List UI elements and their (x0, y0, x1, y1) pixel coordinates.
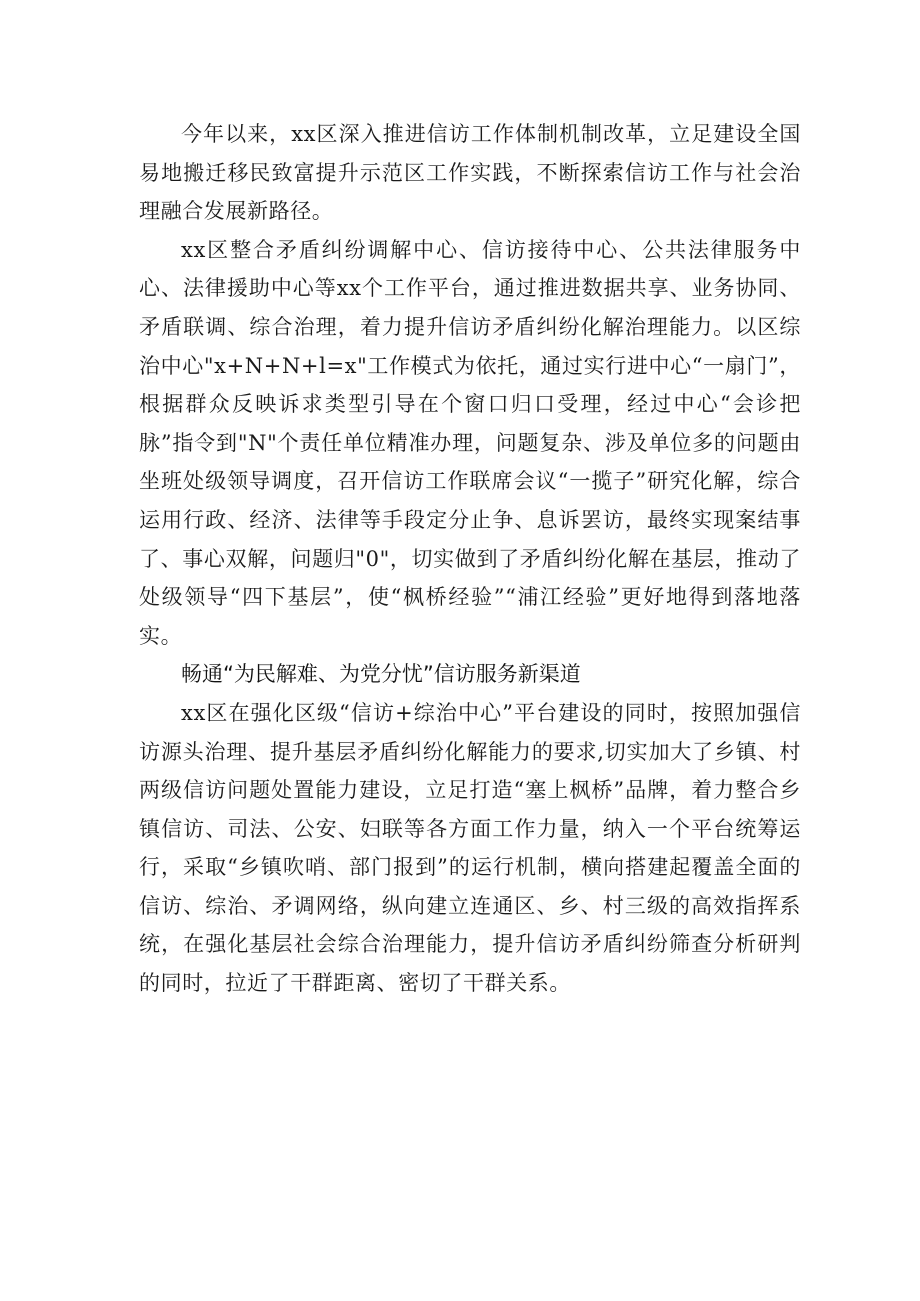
document-body (139, 115, 801, 1003)
service-channel-paragraph: xx区在强化区级“信访+综治中心”平台建设的同时，按照加强信访源头治理、提升基层矛盾纠纷化解能力的要求,切实加大了乡镇、村两级信访问题处置能力建设，立足打造“塞上枫桥”品牌，着力整合乡镇信访、司法、公安、妇联等各方面工作力量，纳入一个平台统筹运行，采取“乡镇吹哨、部门报到”的运行机制，横向搭建起覆盖全面的信访、综治、矛调网络，纵向建立连通区、乡、村三级的高效指挥系统，在强化基层社会综合治理能力，提升信访矛盾纠纷筛查分析研判的同时，拉近了干群距离、密切了干群关系。 (139, 700, 801, 996)
intro-paragraph: 今年以来，xx区深入推进信访工作体制机制改革，立足建设全国易地搬迁移民致富提升示范区工作实践，不断探索信访工作与社会治理融合发展新路径。 (139, 122, 801, 224)
section-heading: 畅通“为民解难、为党分忧”信访服务新渠道 (181, 662, 581, 687)
integration-paragraph: xx区整合矛盾纠纷调解中心、信访接待中心、公共法律服务中心、法律援助中心等xx个工作平台，通过推进数据共享、业务协同、矛盾联调、综合治理，着力提升信访矛盾纠纷化解治理能力。以区综治中心"x+N+N+l=x"工作模式为依托，通过实行进中心“一扇门”，根据群众反映诉求类型引导在个窗口归口受理，经过中心“会诊把脉”指令到"N"个责任单位精准办理，问题复杂、涉及单位多的问题由坐班处级领导调度，召开信访工作联席会议“一揽子”研究化解，综合运用行政、经济、法律等手段定分止争、息诉罢访，最终实现案结事了、事心双解，问题归"0"，切实做到了矛盾纠纷化解在基层，推动了处级领导“四下基层”，使“枫桥经验”“浦江经验”更好地得到落地落实。 (139, 237, 801, 648)
